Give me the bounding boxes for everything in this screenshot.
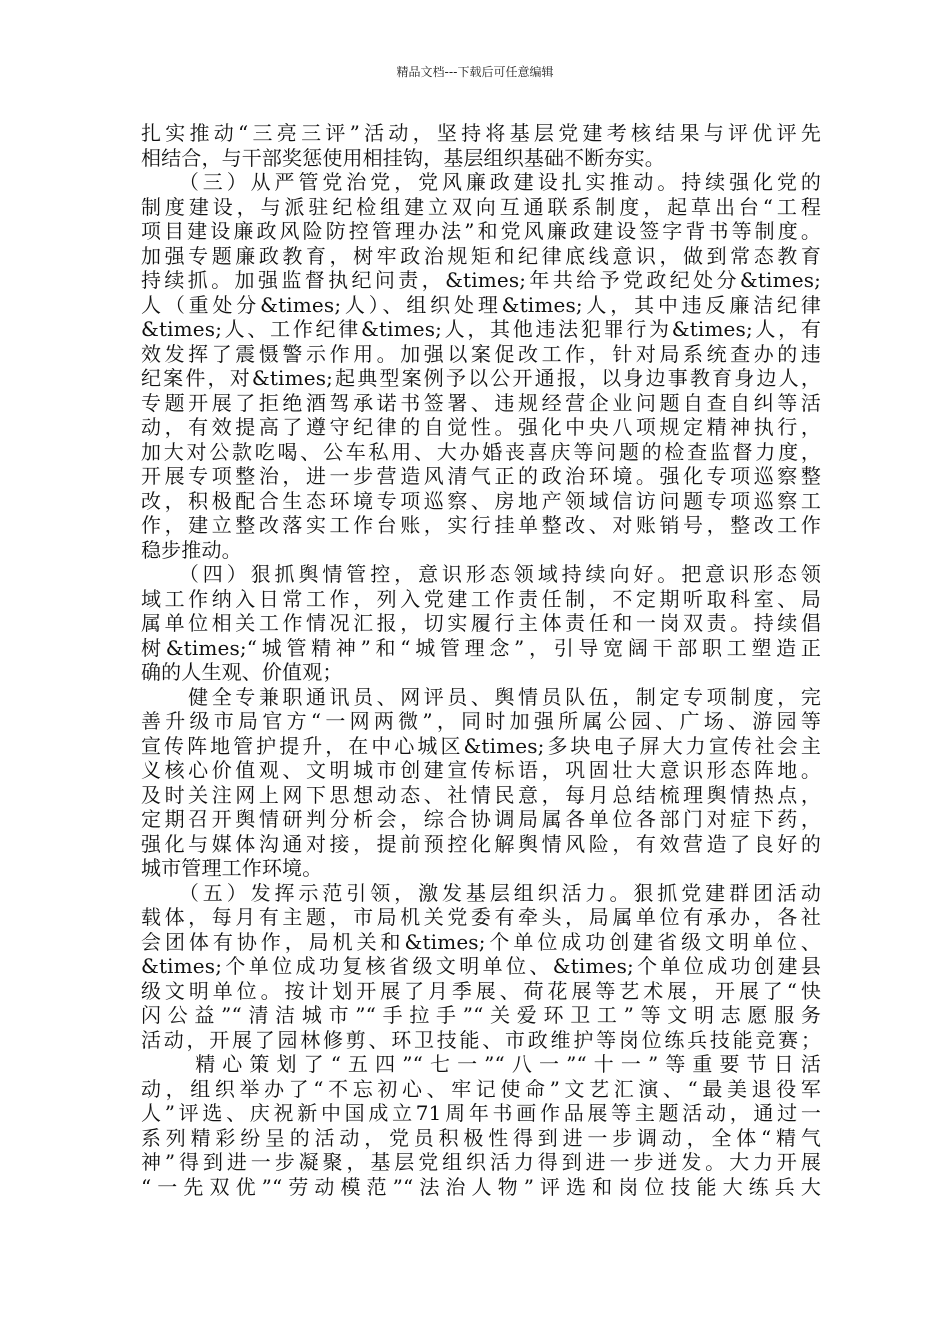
- text-line: 及时关注网上网下思想动态、社情民意，每月总结梳理舆情热点，: [141, 782, 821, 807]
- text-line: 开展专项整治，进一步营造风清气正的政治环境。强化专项巡察整: [141, 464, 821, 488]
- text-line: 神”得到进一步凝聚，基层党组织活力得到进一步迸发。大力开展: [141, 1150, 821, 1174]
- text-line: 效发挥了震慑警示作用。加强以案促改工作，针对局系统查办的违: [141, 341, 821, 366]
- text-line: 活动，开展了园林修剪、环卫技能、市政维护等岗位练兵技能竞赛；: [141, 1027, 821, 1052]
- text-line: 树&times;“城管精神”和“城管理念”，引导宽阔干部职工塑造正: [141, 635, 821, 660]
- text-line: 确的人生观、价值观；: [141, 660, 343, 684]
- text-line: 专题开展了拒绝酒驾承诺书签署、违规经营企业问题自查自纠等活: [141, 390, 821, 415]
- text-line: 健全专兼职通讯员、网评员、舆情员队伍，制定专项制度，完: [141, 684, 821, 709]
- text-line: 人”评选、庆祝新中国成立71周年书画作品展等主题活动，通过一: [141, 1101, 821, 1125]
- text-line: （五）发挥示范引领，激发基层组织活力。狠抓党建群团活动: [141, 880, 821, 905]
- text-line: 属单位相关工作情况汇报，切实履行主体责任和一岗双责。持续倡: [141, 611, 821, 635]
- text-line: 作，建立整改落实工作台账，实行挂单整改、对账销号，整改工作: [141, 513, 821, 537]
- text-line: &times;人、工作纪律&times;人，其他违法犯罪行为&times;人，有: [141, 317, 821, 341]
- text-line: 加大对公款吃喝、公车私用、大办婚丧喜庆等问题的检查监督力度，: [141, 439, 821, 464]
- text-line: 纪案件，对&times;起典型案例予以公开通报，以身边事教育身边人，: [141, 366, 821, 390]
- text-line: 级文明单位。按计划开展了月季展、荷花展等艺术展，开展了“快: [141, 978, 821, 1003]
- text-line: 人（重处分&times;人）、组织处理&times;人，其中违反廉洁纪律: [141, 292, 821, 317]
- text-line: 系列精彩纷呈的活动，党员积极性得到进一步调动，全体“精气: [141, 1125, 821, 1150]
- text-line: “一先双优”“劳动模范”“法治人物”评选和岗位技能大练兵大: [141, 1174, 821, 1199]
- text-line: 稳步推动。: [141, 537, 242, 562]
- page-header: 精品文档---下载后可任意编辑: [396, 65, 554, 79]
- text-line: 闪公益”“清洁城市”“手拉手”“关爱环卫工”等文明志愿服务: [141, 1003, 821, 1027]
- text-line: 强化与媒体沟通对接，提前预控化解舆情风险，有效营造了良好的: [141, 831, 821, 856]
- text-line: 持续抓。加强监督执纪问责，&times;年共给予党政纪处分&times;: [141, 268, 821, 292]
- text-line: 动，组织举办了“不忘初心、牢记使命”文艺汇演、“最美退役军: [141, 1076, 821, 1101]
- text-line: 扎实推动“三亮三评”活动，坚持将基层党建考核结果与评优评先: [141, 121, 821, 145]
- text-line: &times;个单位成功复核省级文明单位、&times;个单位成功创建县: [141, 954, 821, 978]
- text-line: （四）狠抓舆情管控，意识形态领域持续向好。把意识形态领: [141, 562, 821, 586]
- text-line: 改，积极配合生态环境专项巡察、房地产领域信访问题专项巡察工: [141, 488, 821, 513]
- text-line: 宣传阵地管护提升，在中心城区&times;多块电子屏大力宣传社会主: [141, 733, 821, 758]
- text-line: 载体，每月有主题，市局机关党委有牵头，局属单位有承办，各社: [141, 905, 821, 929]
- text-line: 域工作纳入日常工作，列入党建工作责任制，不定期听取科室、局: [141, 586, 821, 611]
- document-body: [141, 121, 821, 1199]
- text-line: 善升级市局官方“一网两微”，同时加强所属公园、广场、游园等: [141, 709, 821, 733]
- text-line: 制度建设，与派驻纪检组建立双向互通联系制度，起草出台“工程: [141, 194, 821, 219]
- text-line: 精心策划了“五四”“七一”“八一”“十一”等重要节日活: [141, 1052, 821, 1076]
- text-line: 定期召开舆情研判分析会，综合协调局属各单位各部门对症下药，: [141, 807, 821, 831]
- text-line: 城市管理工作环境。: [141, 856, 323, 880]
- text-line: （三）从严管党治党，党风廉政建设扎实推动。持续强化党的: [141, 170, 821, 194]
- text-line: 项目建设廉政风险防控管理办法”和党风廉政建设签字背书等制度。: [141, 219, 821, 243]
- text-line: 动，有效提高了遵守纪律的自觉性。强化中央八项规定精神执行，: [141, 415, 821, 439]
- text-line: 相结合，与干部奖惩使用相挂钩，基层组织基础不断夯实。: [141, 145, 665, 170]
- text-line: 会团体有协作，局机关和&times;个单位成功创建省级文明单位、: [141, 929, 821, 954]
- text-line: 加强专题廉政教育，树牢政治规矩和纪律底线意识，做到常态教育: [141, 243, 821, 268]
- text-line: 义核心价值观、文明城市创建宣传标语，巩固壮大意识形态阵地。: [141, 758, 821, 782]
